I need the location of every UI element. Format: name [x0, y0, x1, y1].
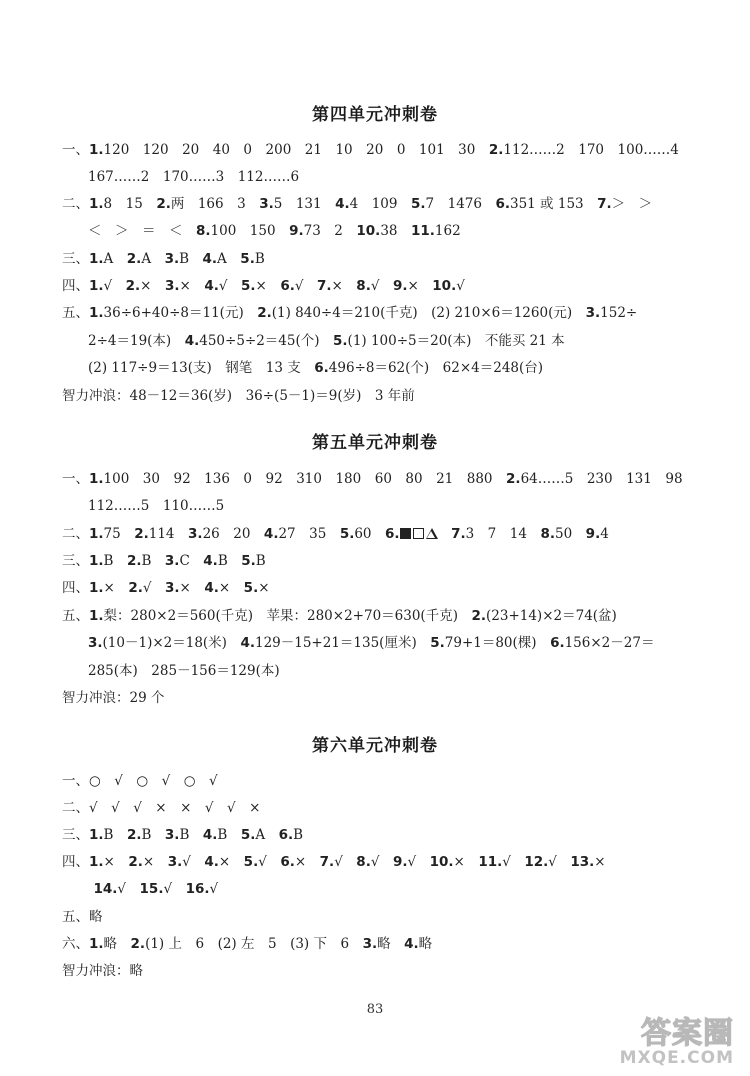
answer-text: 五、 — [62, 608, 89, 624]
question-number: 10. — [429, 854, 454, 870]
question-number: 1. — [89, 936, 104, 952]
question-number: 3. — [188, 526, 203, 542]
answer-text: ＞ ＞ — [611, 196, 653, 212]
answer-line — [62, 141, 679, 159]
watermark-text: 答案圈 — [641, 1016, 734, 1051]
question-number: 2. — [126, 827, 142, 843]
answer-line — [62, 470, 683, 488]
question-number: 3. — [362, 936, 378, 952]
answer-line — [62, 552, 266, 570]
question-number: 9. — [585, 526, 601, 542]
filled-square-icon — [400, 528, 411, 539]
question-number: 2. — [488, 142, 504, 158]
question-number: 2. — [128, 854, 143, 870]
answer-text: 38 — [380, 223, 411, 239]
section-title-unit5: 第五单元冲刺卷 — [312, 433, 438, 453]
answer-text: × — [103, 580, 129, 596]
question-number: 8. — [356, 278, 371, 294]
question-number: 5. — [243, 580, 259, 596]
answer-line — [62, 826, 303, 844]
section-title-unit6: 第六单元冲刺卷 — [312, 736, 438, 756]
watermark-logo — [619, 1008, 740, 1070]
answer-line — [88, 332, 565, 350]
answer-text: B — [217, 553, 242, 569]
answer-text: B — [179, 827, 203, 843]
triangle-icon — [426, 528, 438, 539]
question-number: 1. — [89, 854, 104, 870]
answer-text: (1) 100÷5＝20(本) 不能买 21 本 — [347, 333, 565, 349]
answer-text: 75 — [103, 526, 135, 542]
question-number: 2. — [471, 608, 486, 624]
answer-text: 略 — [103, 936, 131, 952]
question-number: 7. — [319, 854, 335, 870]
question-number: 6. — [280, 854, 295, 870]
question-number: 5. — [240, 251, 255, 267]
answer-text: 162 — [434, 223, 461, 239]
question-number: 2. — [126, 553, 142, 569]
question-number: 5. — [240, 278, 256, 294]
answer-text: √ — [142, 580, 165, 596]
answer-text: 4 109 — [349, 196, 411, 212]
answer-line — [88, 497, 224, 515]
question-number: 1. — [89, 305, 104, 321]
question-number: 9. — [392, 278, 408, 294]
answer-text: 450÷5÷2＝45(个) — [199, 333, 334, 349]
answer-text: B — [255, 553, 266, 569]
question-number: 3. — [164, 580, 180, 596]
answer-text: × — [140, 278, 165, 294]
question-number: 8. — [356, 854, 371, 870]
answer-text: 四、 — [62, 278, 89, 294]
question-number: 5. — [333, 333, 348, 349]
answer-line — [62, 525, 609, 543]
answer-text: (1) 上 6 (2) 左 5 (3) 下 6 — [145, 936, 363, 952]
answer-text: 156×2－27＝ — [564, 635, 655, 651]
question-number: 4. — [202, 827, 218, 843]
answer-text: 5 131 — [273, 196, 336, 212]
question-number: 1. — [89, 553, 104, 569]
question-number: 5. — [241, 553, 256, 569]
answer-text: B — [141, 553, 165, 569]
answer-line — [62, 935, 432, 953]
question-number: 2. — [134, 526, 149, 542]
answer-text: (1) 840÷4＝210(千克) (2) 210×6＝1260(元) — [271, 305, 586, 321]
answer-text: √ — [209, 881, 219, 897]
answer-text: 4 — [600, 526, 609, 542]
question-number: 2. — [128, 580, 143, 596]
answer-text: √ — [548, 854, 571, 870]
question-number: 12. — [524, 854, 549, 870]
question-number: 3. — [164, 827, 180, 843]
question-number: 5. — [243, 854, 259, 870]
answer-text: A — [217, 251, 241, 267]
answer-text: 112……2 170 100……4 — [503, 142, 679, 158]
answer-line — [88, 662, 280, 680]
answer-text: × — [142, 854, 168, 870]
answer-text: (10－1)×2＝18(米) — [102, 635, 241, 651]
answer-line — [62, 579, 270, 597]
answer-line — [62, 277, 465, 295]
question-number: 3. — [167, 854, 183, 870]
page-number: 83 — [366, 1002, 384, 1017]
question-number: 9. — [392, 854, 408, 870]
answer-text: 智力冲浪：48－12＝36(岁) 36÷(5－1)＝9(岁) 3 年前 — [62, 388, 415, 404]
question-number: 14. — [93, 881, 118, 897]
question-number: 4. — [202, 251, 218, 267]
answer-text: 六、 — [62, 936, 89, 952]
answer-line — [62, 772, 218, 790]
question-number: 3. — [259, 196, 274, 212]
answer-text: B — [217, 827, 241, 843]
answer-text: 152÷ — [600, 305, 638, 321]
question-number: 4. — [263, 526, 279, 542]
question-number: 8. — [196, 223, 211, 239]
answer-text: 智力冲浪：略 — [62, 963, 143, 979]
brain-teaser-line — [62, 387, 415, 405]
section-title-unit4: 第四单元冲刺卷 — [312, 105, 438, 125]
question-number: 4. — [204, 278, 219, 294]
question-number: 11. — [478, 854, 503, 870]
answer-text: B — [103, 553, 127, 569]
answer-text: B — [254, 251, 265, 267]
question-number: 6. — [550, 635, 565, 651]
answer-text: 智力冲浪：29 个 — [62, 690, 165, 706]
answer-text: 略 — [418, 936, 433, 952]
answer-text: 100 30 92 136 0 92 310 180 60 80 21 880 — [103, 471, 507, 487]
question-number: 1. — [89, 526, 104, 542]
answer-text — [438, 526, 452, 542]
answer-text: √ — [334, 854, 357, 870]
question-number: 4. — [335, 196, 350, 212]
answer-text: 梨：280×2＝560(千克) 苹果：280×2+70＝630(千克) — [103, 608, 472, 624]
answer-text: 一、○ √ ○ √ ○ √ — [62, 773, 218, 789]
answer-text: 3 7 14 — [465, 526, 541, 542]
answer-text: (23+14)×2＝74(盆) — [486, 608, 617, 624]
answer-text: × — [255, 278, 281, 294]
question-number: 11. — [411, 223, 435, 239]
answer-text: 36÷6+40÷8＝11(元) — [103, 305, 258, 321]
question-number: 6. — [495, 196, 510, 212]
question-number: 7. — [597, 196, 612, 212]
answer-text: × — [218, 580, 244, 596]
answer-text: × — [103, 854, 129, 870]
answer-text: √ — [370, 278, 393, 294]
question-number: 1. — [89, 580, 104, 596]
answer-text: × — [294, 854, 320, 870]
answer-text: 2÷4＝19(本) — [88, 333, 185, 349]
answer-text: 64……5 230 131 98 — [520, 471, 683, 487]
question-number: 3. — [164, 251, 180, 267]
answer-line — [80, 880, 218, 898]
answer-text: 四、 — [62, 854, 89, 870]
question-number: 3. — [88, 635, 103, 651]
question-number: 4. — [404, 936, 419, 952]
question-number: 6. — [278, 827, 294, 843]
question-number: 4. — [203, 553, 218, 569]
answer-text: 112……5 110……5 — [88, 498, 225, 514]
question-number: 2. — [257, 305, 272, 321]
answer-text: 167……2 170……3 112……6 — [88, 169, 300, 185]
answer-text: 26 20 — [202, 526, 264, 542]
answer-text: B — [103, 827, 127, 843]
answer-text: 50 — [554, 526, 586, 542]
question-number: 10. — [356, 223, 381, 239]
answer-text: × — [218, 854, 244, 870]
question-number: 4. — [204, 580, 219, 596]
answer-text: √ — [502, 854, 525, 870]
answer-text: √ — [218, 278, 241, 294]
answer-text: × — [594, 854, 606, 870]
answer-line — [88, 168, 299, 186]
answer-text: √ — [407, 854, 430, 870]
question-number: 5. — [339, 526, 355, 542]
answer-text — [80, 881, 94, 897]
brain-teaser-line — [62, 689, 164, 707]
question-number: 7. — [316, 278, 332, 294]
question-number: 16. — [185, 881, 210, 897]
answer-text: 114 — [148, 526, 189, 542]
answer-text: 二、 — [62, 526, 89, 542]
answer-text: 二、√ √ √ × × √ √ × — [62, 800, 261, 816]
answer-text: √ — [182, 854, 205, 870]
question-number: 9. — [289, 223, 304, 239]
answer-text: 四、 — [62, 580, 89, 596]
answer-text: √ — [258, 854, 281, 870]
brain-teaser-line — [62, 962, 143, 980]
answer-text: 27 35 — [278, 526, 340, 542]
answer-line — [62, 908, 103, 926]
answer-text: (2) 117÷9＝13(支) 钢笔 13 支 — [88, 360, 315, 376]
answer-text: 351 或 153 — [510, 196, 598, 212]
answer-text: ＜ ＞ ＝ ＜ — [88, 223, 196, 239]
answer-text: 7 1476 — [425, 196, 496, 212]
answer-line — [88, 634, 654, 652]
answer-text: × — [258, 580, 270, 596]
answer-text: √ — [370, 854, 393, 870]
question-number: 4. — [184, 333, 200, 349]
answer-text: √ — [456, 278, 465, 294]
answer-text: × — [179, 278, 205, 294]
answer-text: B — [179, 251, 203, 267]
answer-line — [62, 304, 637, 322]
question-number: 5. — [430, 635, 445, 651]
answer-line — [62, 799, 260, 817]
answer-text: 129－15+21＝135(厘米) — [254, 635, 431, 651]
answer-text: 285(本) 285－156＝129(本) — [88, 663, 280, 679]
answer-line — [62, 250, 265, 268]
answer-text: √ — [163, 881, 186, 897]
question-number: 4. — [240, 635, 255, 651]
answer-text: 三、 — [62, 553, 89, 569]
question-number: 2. — [130, 936, 146, 952]
answer-text: 一、 — [62, 471, 89, 487]
question-number: 7. — [451, 526, 466, 542]
answer-text: 120 120 20 40 0 200 21 10 20 0 101 30 — [103, 142, 489, 158]
answer-line — [62, 195, 652, 213]
answer-line — [62, 853, 606, 871]
answer-text: 略 — [377, 936, 405, 952]
answer-line — [62, 607, 617, 625]
answer-text: 两 166 3 — [170, 196, 260, 212]
answer-text: 五、略 — [62, 909, 103, 925]
answer-text: 496÷8＝62(个) 62×4＝248(台) — [328, 360, 544, 376]
shape-sequence — [400, 526, 438, 542]
answer-text: 五、 — [62, 305, 89, 321]
question-number: 5. — [240, 827, 256, 843]
answer-text: B — [293, 827, 304, 843]
answer-text: √ — [294, 278, 317, 294]
answer-text: 一、 — [62, 142, 89, 158]
question-number: 3. — [585, 305, 601, 321]
answer-text: A — [141, 251, 165, 267]
answer-text: √ — [117, 881, 140, 897]
question-number: 10. — [432, 278, 457, 294]
question-number: 5. — [410, 196, 426, 212]
question-number: 1. — [89, 827, 104, 843]
answer-text: C — [179, 553, 204, 569]
answer-line — [88, 359, 543, 377]
question-number: 6. — [385, 526, 400, 542]
question-number: 2. — [156, 196, 171, 212]
answer-text: × — [331, 278, 357, 294]
question-number: 3. — [164, 553, 180, 569]
question-number: 1. — [89, 608, 104, 624]
question-number: 6. — [280, 278, 295, 294]
answer-text: × — [407, 278, 433, 294]
answer-text: 8 15 — [103, 196, 157, 212]
answer-text: B — [141, 827, 165, 843]
question-number: 2. — [506, 471, 521, 487]
answer-text: 二、 — [62, 196, 89, 212]
question-number: 4. — [204, 854, 219, 870]
question-number: 1. — [89, 251, 104, 267]
question-number: 15. — [139, 881, 164, 897]
empty-square-icon — [413, 528, 424, 539]
answer-line — [88, 222, 461, 240]
answer-text: 100 150 — [210, 223, 290, 239]
question-number: 2. — [126, 251, 142, 267]
answer-text: A — [103, 251, 127, 267]
question-number: 1. — [89, 196, 104, 212]
answer-text: 三、 — [62, 251, 89, 267]
question-number: 1. — [89, 278, 104, 294]
answer-text: 三、 — [62, 827, 89, 843]
answer-text: 73 2 — [303, 223, 357, 239]
answer-text: × — [179, 580, 205, 596]
answer-text: × — [453, 854, 479, 870]
question-number: 13. — [570, 854, 595, 870]
answer-text: A — [255, 827, 279, 843]
answer-text: 60 — [354, 526, 386, 542]
question-number: 6. — [314, 360, 329, 376]
watermark-domain: MXQE.COM — [619, 1048, 734, 1068]
question-number: 1. — [89, 471, 104, 487]
question-number: 1. — [89, 142, 104, 158]
question-number: 8. — [540, 526, 555, 542]
answer-text: 79+1＝80(棵) — [444, 635, 551, 651]
question-number: 2. — [125, 278, 141, 294]
question-number: 3. — [164, 278, 180, 294]
answer-text: √ — [103, 278, 126, 294]
